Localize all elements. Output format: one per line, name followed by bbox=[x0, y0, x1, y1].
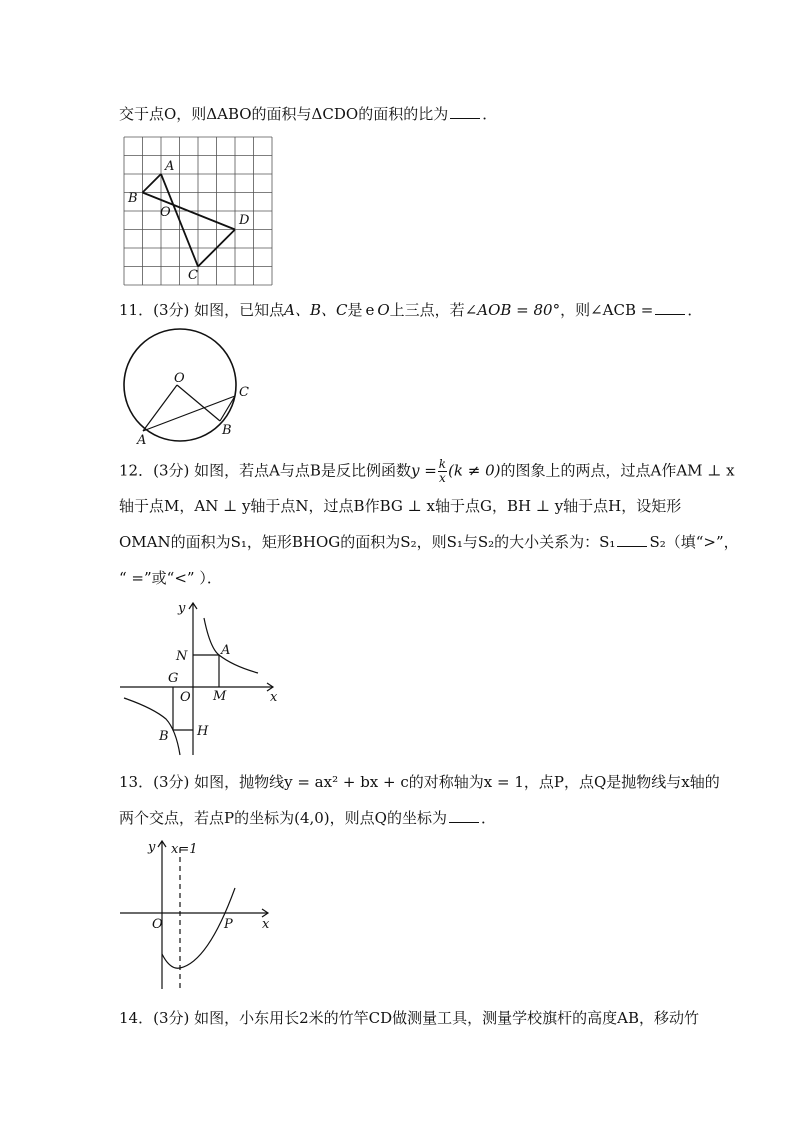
grid-lines bbox=[124, 137, 272, 285]
answer-blank bbox=[450, 104, 480, 119]
q10-line-text: 交于点O，则ΔABO的面积与ΔCDO的面积的比为 bbox=[119, 105, 449, 123]
label-H: H bbox=[197, 724, 209, 739]
label-G: G bbox=[168, 671, 179, 686]
fraction-k-over-x: $\frac{k}{x}$ bbox=[438, 457, 447, 485]
q13-line-1: 13．(3分) 如图，抛物线y = ax² + bx + c的对称轴为x = 1，点P，点Q是抛物线与x轴的 bbox=[119, 773, 720, 791]
label-A: A bbox=[165, 159, 175, 174]
hyperbola-branch-1 bbox=[204, 618, 258, 673]
label-y: y bbox=[178, 601, 186, 616]
label-B: B bbox=[159, 729, 169, 744]
label-x: x bbox=[262, 917, 270, 932]
answer-blank bbox=[449, 808, 479, 823]
label-C: C bbox=[239, 385, 249, 400]
label-N: N bbox=[176, 649, 188, 664]
q13-parabola-figure bbox=[118, 836, 278, 991]
q10-grid-figure bbox=[120, 135, 280, 290]
label-M: M bbox=[213, 689, 227, 704]
label-B: B bbox=[222, 423, 232, 438]
label-D: D bbox=[239, 213, 250, 228]
q13-line-2: 两个交点，若点P的坐标为(4,0)，则点Q的坐标为 ． bbox=[119, 809, 496, 827]
answer-blank bbox=[617, 532, 647, 547]
label-C: C bbox=[188, 268, 198, 283]
label-A: A bbox=[221, 643, 231, 658]
label-axis-x1: x=1 bbox=[171, 842, 198, 857]
label-O: O bbox=[160, 205, 171, 220]
label-x: x bbox=[270, 690, 278, 705]
q12-line-4: “ =”或“<” ）． bbox=[119, 569, 222, 587]
label-B: B bbox=[128, 191, 138, 206]
label-y: y bbox=[148, 840, 156, 855]
label-O: O bbox=[174, 371, 185, 386]
label-O: O bbox=[152, 917, 163, 932]
triangles bbox=[143, 174, 236, 267]
hyperbola-branch-2 bbox=[124, 698, 180, 755]
q12-hyperbola-figure bbox=[118, 598, 283, 758]
q11-text: 11．(3分) 如图，已知点A、B、C是 e O上三点，若∠AOB = 80°，则∠ACB = ． bbox=[119, 301, 703, 319]
q12-line-1: 12．(3分) 如图，若点A与点B是反比例函数y = $\frac{k}{x}$ (k ≠ 0)的图象上的两点，过点A作AM ⊥ x bbox=[119, 457, 735, 485]
q10-text: 交于点O，则ΔABO的面积与ΔCDO的面积的比为 ． bbox=[119, 105, 498, 123]
answer-blank bbox=[655, 300, 685, 315]
label-O: O bbox=[180, 690, 191, 705]
label-A: A bbox=[137, 433, 147, 448]
rect-OMAN bbox=[193, 655, 219, 687]
q12-line-2: 轴于点M，AN ⊥ y轴于点N，过点B作BG ⊥ x轴于点G，BH ⊥ y轴于点H，设矩形 bbox=[119, 497, 682, 515]
q14-line-1: 14．(3分) 如图，小东用长2米的竹竿CD做测量工具，测量学校旗杆的高度AB，移动竹 bbox=[119, 1009, 700, 1027]
label-P: P bbox=[224, 917, 233, 932]
q12-line-3: OMAN的面积为S₁，矩形BHOG的面积为S₂，则S₁与S₂的大小关系为：S₁ S₂（填“>”， bbox=[119, 533, 739, 551]
q11-circle-figure bbox=[120, 328, 255, 448]
